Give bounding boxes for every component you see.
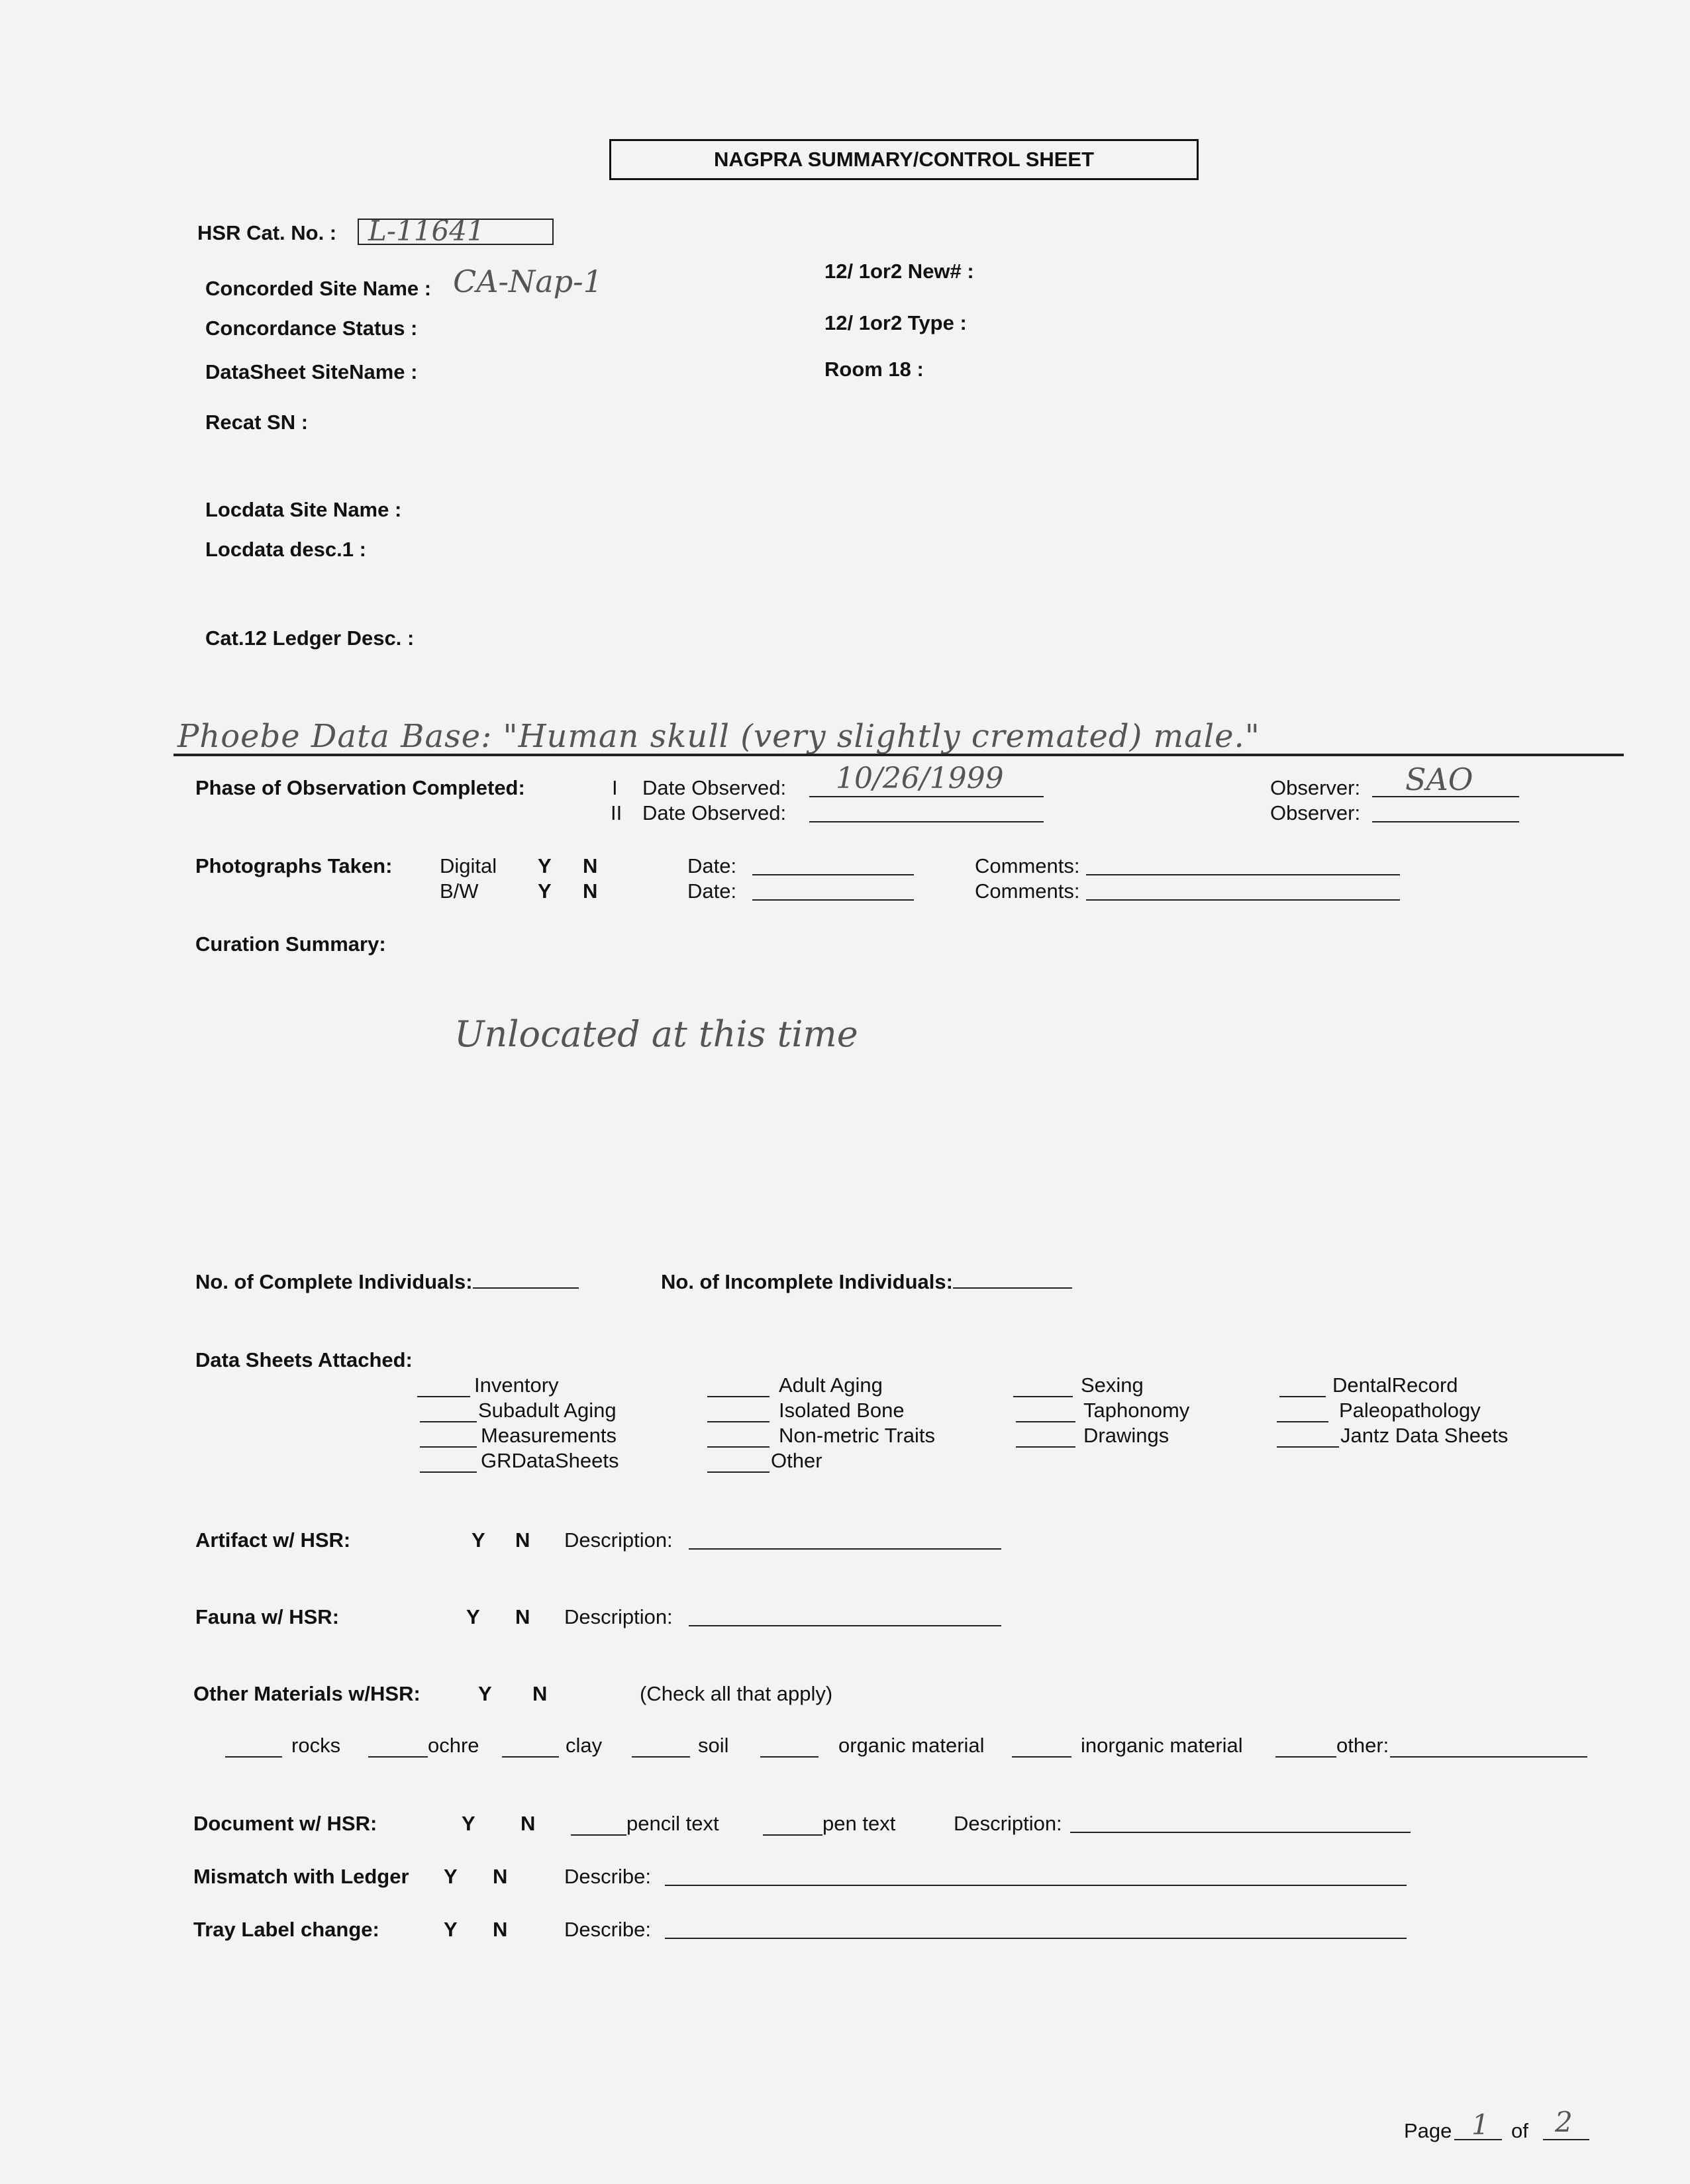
photo-digital-date-label: Date: [687,854,737,877]
ds-dental-record[interactable]: DentalRecord [1279,1373,1458,1397]
incomplete-individuals-field[interactable] [953,1270,1072,1289]
artifact-no[interactable]: N [515,1528,530,1552]
artifact-label: Artifact w/ HSR: [195,1528,351,1552]
ds-adult-aging[interactable]: Adult Aging [707,1373,883,1397]
observation-phase-label: Phase of Observation Completed: [195,776,525,799]
ds-paleopathology[interactable]: Paleopathology [1277,1399,1481,1422]
photo-bw-date-label: Date: [687,879,737,903]
photo-digital-label: Digital [440,854,497,877]
hsr-cat-no-label: HSR Cat. No. : [197,221,337,244]
ds-subadult-aging[interactable]: Subadult Aging [420,1399,617,1422]
document-pen-text[interactable]: pen text [763,1812,895,1836]
mismatch-ledger-label: Mismatch with Ledger [193,1865,409,1888]
document-pencil-text[interactable]: pencil text [571,1812,719,1836]
date-observed-1-field[interactable] [809,796,1044,797]
phase-one-numeral: I [612,776,618,799]
fauna-no[interactable]: N [515,1605,530,1628]
concorded-site-name-value: CA-Nap-1 [453,264,603,299]
room-label: Room 18 : [824,358,924,381]
artifact-description-label: Description: [564,1528,673,1552]
fauna-label: Fauna w/ HSR: [195,1605,340,1628]
observer-1-label: Observer: [1270,776,1361,799]
observer-2-field[interactable] [1372,821,1519,822]
locdata-desc-label: Locdata desc.1 : [205,538,366,561]
document-no[interactable]: N [521,1812,536,1835]
complete-individuals-field[interactable] [473,1270,579,1289]
mismatch-describe-field[interactable] [665,1885,1407,1886]
ds-taphonomy[interactable]: Taphonomy [1016,1399,1189,1422]
ds-sexing[interactable]: Sexing [1013,1373,1144,1397]
material-inorganic[interactable]: inorganic material [1012,1734,1243,1758]
ds-jantz-data-sheets[interactable]: Jantz Data Sheets [1277,1424,1508,1448]
tray-yes[interactable]: Y [444,1918,458,1941]
hsr-cat-no-value: L-11641 [368,215,485,247]
concordance-status-label: Concordance Status : [205,317,418,340]
material-organic[interactable]: organic material [760,1734,985,1758]
page-number-value: 1 [1471,2109,1489,2141]
date-observed-1-label: Date Observed: [642,776,787,799]
sheet-title: NAGPRA SUMMARY/CONTROL SHEET [609,139,1199,180]
document-label: Document w/ HSR: [193,1812,377,1835]
photo-digital-no[interactable]: N [583,854,598,877]
ds-drawings[interactable]: Drawings [1016,1424,1169,1448]
photo-bw-label: B/W [440,879,479,903]
photo-bw-comments-label: Comments: [975,879,1080,903]
concorded-site-name-label: Concorded Site Name : [205,277,432,300]
photo-bw-date-field[interactable] [752,899,914,901]
ds-inventory[interactable]: Inventory [417,1373,559,1397]
artifact-description-field[interactable] [689,1548,1001,1550]
observer-2-label: Observer: [1270,801,1361,824]
check-all-note: (Check all that apply) [640,1682,833,1705]
page-total-value: 2 [1555,2106,1573,2138]
artifact-yes[interactable]: Y [472,1528,485,1552]
ds-grdatasheets[interactable]: GRDataSheets [420,1449,619,1473]
observer-1-value: SAO [1405,762,1473,797]
ledger-desc-label: Cat.12 Ledger Desc. : [205,626,415,650]
photo-digital-yes[interactable]: Y [538,854,552,877]
tray-describe-label: Describe: [564,1918,651,1941]
material-other[interactable]: other: [1275,1734,1591,1758]
material-soil[interactable]: soil [632,1734,729,1758]
type-label: 12/ 1or2 Type : [824,311,967,334]
mismatch-no[interactable]: N [493,1865,508,1888]
photographs-label: Photographs Taken: [195,854,393,877]
photo-bw-yes[interactable]: Y [538,879,552,903]
ds-non-metric-traits[interactable]: Non-metric Traits [707,1424,935,1448]
recat-sn-label: Recat SN : [205,411,309,434]
other-materials-no[interactable]: N [532,1682,548,1705]
material-other-field[interactable] [1390,1739,1587,1758]
tray-label-change-label: Tray Label change: [193,1918,379,1941]
other-materials-label: Other Materials w/HSR: [193,1682,421,1705]
of-label: of [1511,2119,1528,2142]
material-ochre[interactable]: ochre [368,1734,479,1758]
tray-no[interactable]: N [493,1918,508,1941]
document-description-label: Description: [954,1812,1062,1835]
photo-digital-comments-field[interactable] [1086,874,1400,875]
phase-two-numeral: II [611,801,622,824]
material-rocks[interactable]: rocks [225,1734,340,1758]
material-clay[interactable]: clay [502,1734,602,1758]
phoebe-database-note: Phoebe Data Base: "Human skull (very slightly cremated) male." [177,718,1260,755]
section-divider [174,754,1624,756]
page-total-field[interactable] [1543,2139,1589,2140]
curation-summary-note: Unlocated at this time [454,1013,858,1055]
ds-other[interactable]: Other [707,1449,822,1473]
new-number-label: 12/ 1or2 New# : [824,260,974,283]
photo-digital-comments-label: Comments: [975,854,1080,877]
date-observed-2-label: Date Observed: [642,801,787,824]
tray-describe-field[interactable] [665,1938,1407,1939]
fauna-description-label: Description: [564,1605,673,1628]
data-sheets-label: Data Sheets Attached: [195,1348,413,1371]
ds-measurements[interactable]: Measurements [420,1424,617,1448]
ds-isolated-bone[interactable]: Isolated Bone [707,1399,905,1422]
locdata-site-name-label: Locdata Site Name : [205,498,402,521]
page-label: Page [1404,2119,1452,2142]
photo-digital-date-field[interactable] [752,874,914,875]
other-materials-yes[interactable]: Y [478,1682,492,1705]
complete-individuals-label: No. of Complete Individuals: [195,1270,583,1294]
mismatch-describe-label: Describe: [564,1865,651,1888]
document-description-field[interactable] [1070,1832,1411,1833]
curation-summary-label: Curation Summary: [195,932,386,956]
incomplete-individuals-label: No. of Incomplete Individuals: [661,1270,1076,1294]
document-yes[interactable]: Y [462,1812,475,1835]
fauna-yes[interactable]: Y [466,1605,480,1628]
date-observed-1-value: 10/26/1999 [836,762,1004,795]
fauna-description-field[interactable] [689,1625,1001,1626]
photo-bw-no[interactable]: N [583,879,598,903]
mismatch-yes[interactable]: Y [444,1865,458,1888]
date-observed-2-field[interactable] [809,821,1044,822]
datasheet-sitename-label: DataSheet SiteName : [205,360,418,383]
hsr-cat-no-field[interactable] [358,215,554,247]
photo-bw-comments-field[interactable] [1086,899,1400,901]
